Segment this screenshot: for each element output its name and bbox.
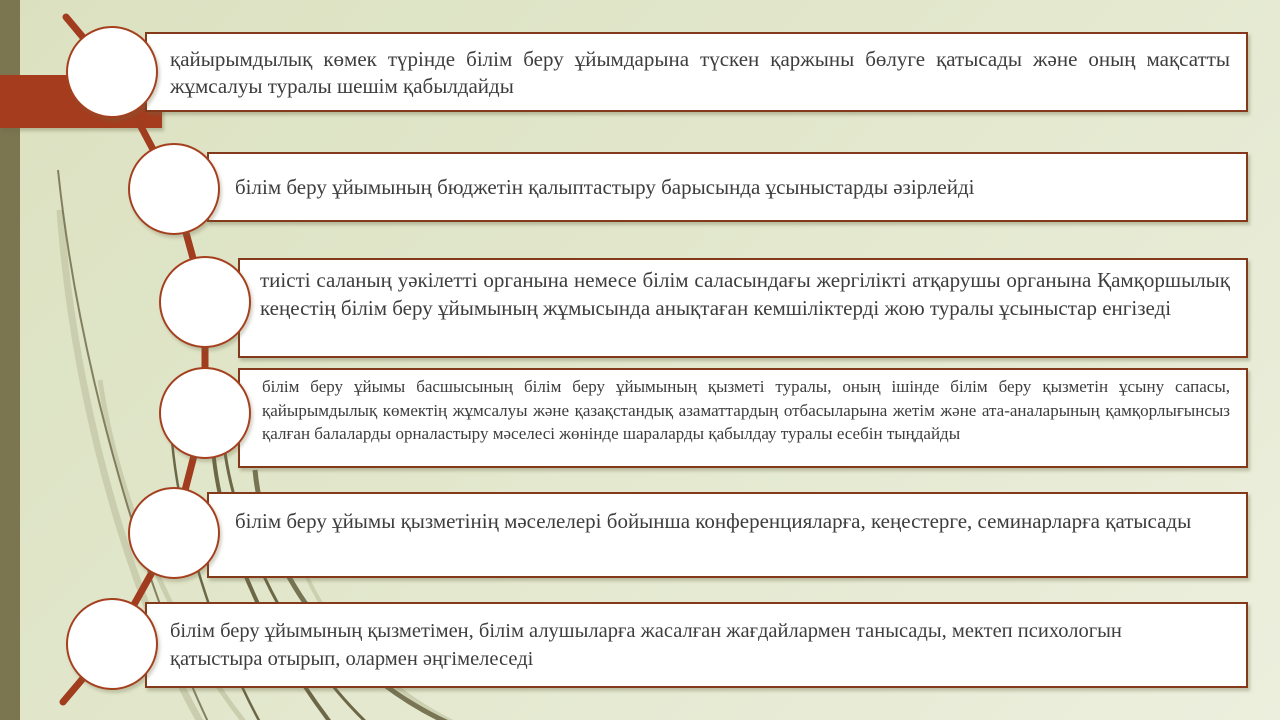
list-item-box xyxy=(145,32,1248,112)
bullet-circle xyxy=(128,143,220,235)
list-item-box xyxy=(207,492,1248,578)
list-item-box xyxy=(238,258,1248,358)
list-item-box xyxy=(145,602,1248,688)
bullet-circle xyxy=(128,487,220,579)
bullet-circle xyxy=(66,598,158,690)
bullet-circle xyxy=(66,26,158,118)
item-text: білім беру ұйымының қызметімен, білім алушыларға жасалған жағдайлармен танысады, мектеп психологын қатыстыра отырып, олармен әңгімелеседі xyxy=(170,620,1122,670)
bullet-circle xyxy=(159,256,251,348)
item-text: білім беру ұйымы басшысының білім беру ұйымының қызметі туралы, оның ішінде білім беру қызметін ұсыну сапасы, қайырымдылық көмектің жұмсалуы және қазақстандық азаматтардың отбасыларына жетім және ата-аналарының қамқорлығынсыз қалған балаларды орналастыру мәселесі жөнінде шараларды қабылдау туралы есебін тыңдайды xyxy=(262,377,1230,443)
item-text: білім беру ұйымы қызметінің мәселелері бойынша конференцияларға, кеңестерге, семинарларға қатысады xyxy=(235,509,1192,533)
bullet-circle xyxy=(159,367,251,459)
item-text: тиісті саланың уәкілетті органына немесе білім саласындағы жергілікті атқарушы органына Қамқоршылық кеңестің білім беру ұйымының жұмысында анықтаған кемшіліктерді жою туралы ұсыныстар енгізеді xyxy=(260,268,1230,320)
item-text: білім беру ұйымының бюджетін қалыптастыру барысында ұсыныстарды әзірлейді xyxy=(235,174,975,199)
item-text: қайырымдылық көмек түрінде білім беру ұйымдарына түскен қаржыны бөлуге қатысады және оның мақсатты жұмсалуы туралы шешім қабылдайды xyxy=(170,47,1230,98)
list-item-box xyxy=(207,152,1248,222)
list-item-box xyxy=(238,368,1248,468)
